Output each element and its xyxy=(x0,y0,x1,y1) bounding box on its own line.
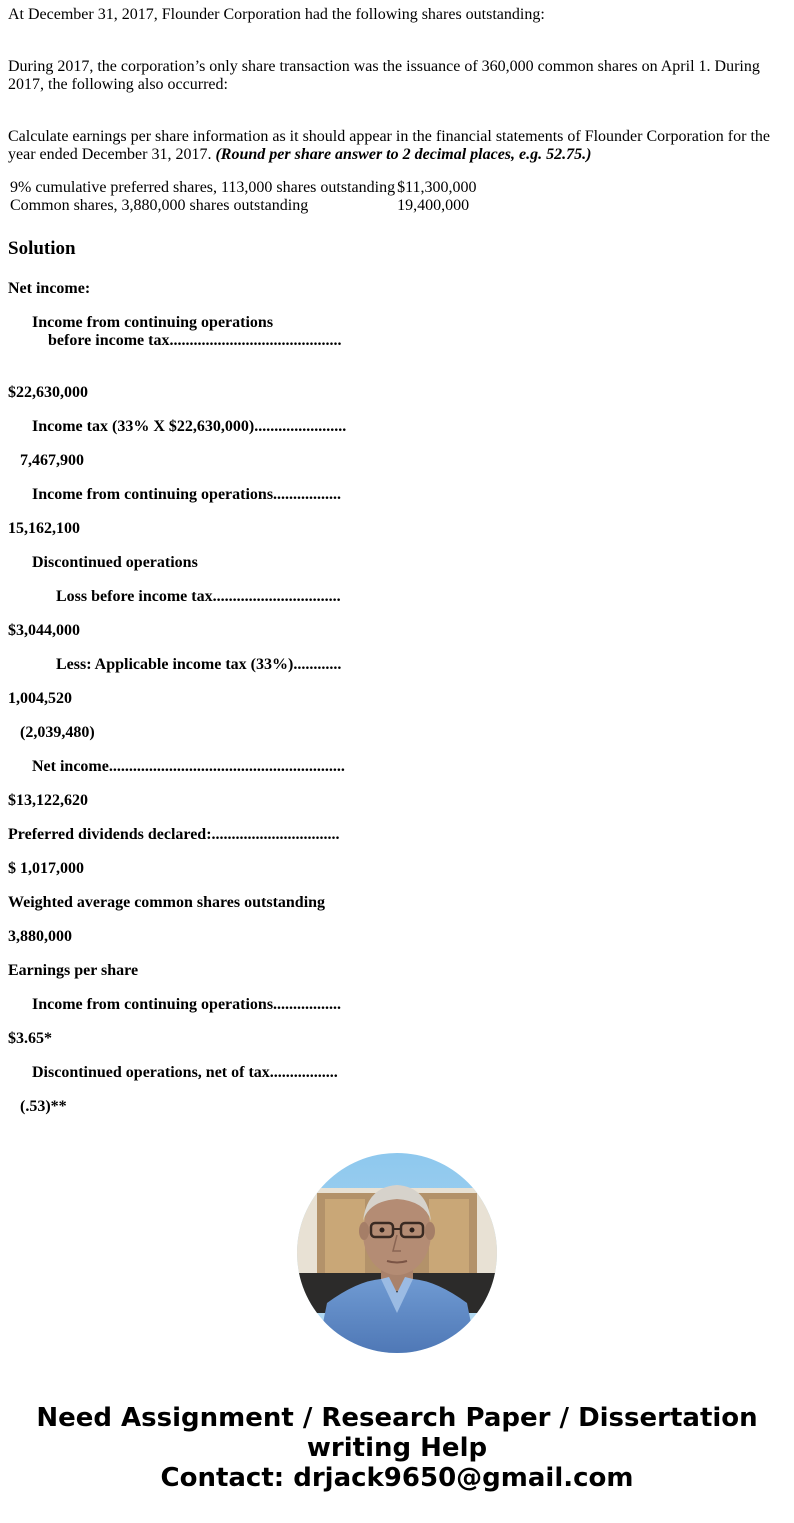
promo-line-1: Need Assignment / Research Paper / Dissertation xyxy=(36,1403,758,1433)
loss-before-tax-label: Loss before income tax................................ xyxy=(56,588,341,605)
question-transactions: During 2017, the corporation’s only share transaction was the issuance of 360,000 common shares on April 1. During 2017, the following also occurred: xyxy=(8,58,760,93)
rounding-note: (Round per share answer to 2 decimal places, e.g. 52.75.) xyxy=(215,146,592,163)
income-tax-value: 7,467,900 xyxy=(20,452,84,469)
portrait-image xyxy=(297,1153,497,1353)
income-before-tax-line2: before income tax........................................... xyxy=(48,332,342,349)
eps-discontinued-value: (.53)** xyxy=(20,1098,67,1115)
net-income-label: Net income: xyxy=(8,280,91,297)
income-before-tax-value: $22,630,000 xyxy=(8,384,88,401)
promo-banner xyxy=(0,1403,794,1493)
eps-heading: Earnings per share xyxy=(8,962,139,979)
discontinued-net-value: (2,039,480) xyxy=(20,724,95,741)
question-intro: At December 31, 2017, Flounder Corporation had the following shares outstanding: xyxy=(8,6,545,23)
table-row xyxy=(10,180,476,196)
applicable-tax-label: Less: Applicable income tax (33%)............ xyxy=(56,656,342,673)
promo-line-2: writing Help xyxy=(306,1433,488,1463)
shares-table xyxy=(8,178,478,216)
applicable-tax-value: 1,004,520 xyxy=(8,690,72,707)
preferred-dividends-value: $ 1,017,000 xyxy=(8,860,84,877)
share-class-label: 9% cumulative preferred shares, 113,000 shares outstanding xyxy=(10,179,396,196)
solution-heading: Solution xyxy=(8,238,76,259)
weighted-shares-label: Weighted average common shares outstanding xyxy=(8,894,326,911)
net-income-total-value: $13,122,620 xyxy=(8,792,88,809)
instruction-text: Calculate earnings per share information as it should appear in the financial statements of Flounder Corporation for the year ended December 31, 2017. xyxy=(8,128,770,163)
table-row xyxy=(10,198,476,214)
question-instructions xyxy=(8,128,786,164)
income-before-tax-label xyxy=(8,314,786,350)
author-avatar xyxy=(297,1153,497,1353)
loss-before-tax-value: $3,044,000 xyxy=(8,622,80,639)
preferred-dividends-label: Preferred dividends declared:................................ xyxy=(8,826,340,843)
discontinued-ops-label: Discontinued operations xyxy=(32,554,198,571)
net-income-total-label: Net income........................................................... xyxy=(32,758,345,775)
eps-continuing-label: Income from continuing operations................. xyxy=(32,996,342,1013)
share-class-value: $11,300,000 xyxy=(397,179,477,196)
eps-discontinued-label: Discontinued operations, net of tax................. xyxy=(32,1064,338,1081)
income-tax-label: Income tax (33% X $22,630,000)....................... xyxy=(32,418,347,435)
income-before-tax-line1: Income from continuing operations xyxy=(32,314,274,331)
share-class-label: Common shares, 3,880,000 shares outstanding xyxy=(10,197,309,214)
eps-continuing-value: $3.65* xyxy=(8,1030,52,1047)
share-class-value: 19,400,000 xyxy=(397,197,470,214)
continuing-ops-value: 15,162,100 xyxy=(8,520,80,537)
promo-contact: Contact: drjack9650@gmail.com xyxy=(160,1463,634,1493)
continuing-ops-label: Income from continuing operations................. xyxy=(32,486,342,503)
weighted-shares-value: 3,880,000 xyxy=(8,928,72,945)
